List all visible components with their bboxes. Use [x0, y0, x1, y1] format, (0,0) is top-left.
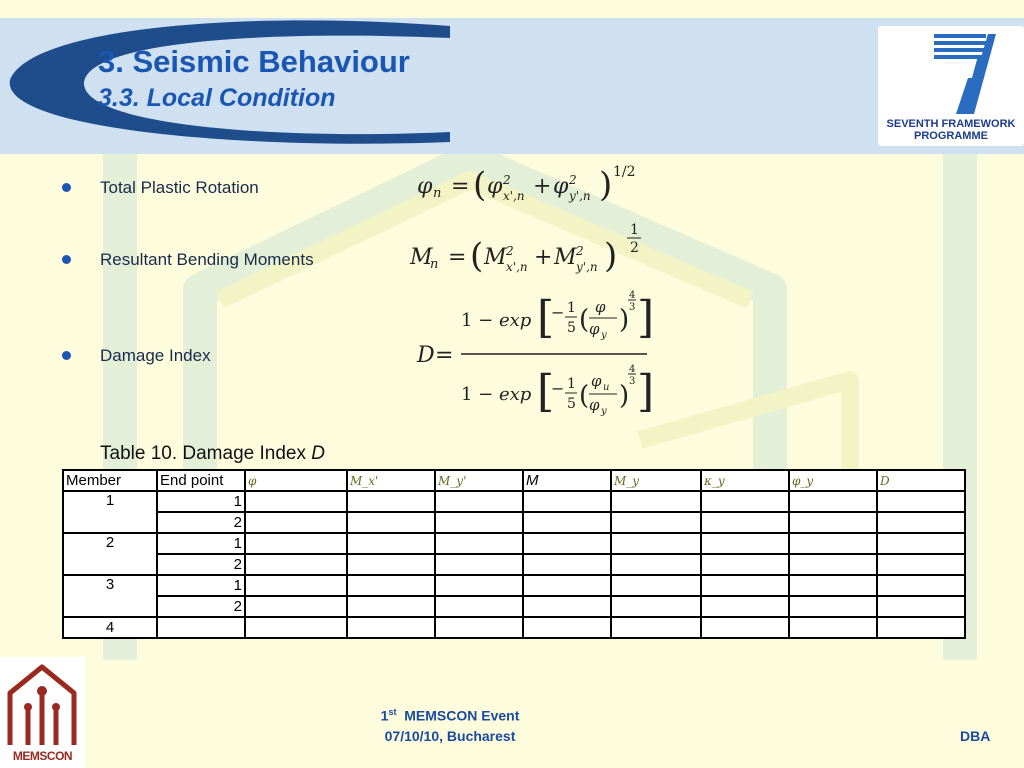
svg-text:(: ( — [473, 165, 487, 205]
svg-text:]: ] — [637, 366, 655, 417]
cell-end-point: 1 — [157, 533, 245, 554]
cell-member: 4 — [63, 617, 157, 638]
cell-member: 3 — [63, 575, 157, 617]
fp7-seven-icon — [878, 26, 1024, 118]
svg-text:1 −: 1 − — [461, 310, 494, 331]
svg-text:n: n — [433, 186, 442, 201]
svg-text:4: 4 — [629, 364, 636, 375]
col-header-m-yield: M_y — [611, 470, 701, 491]
col-header-damage: D — [877, 470, 965, 491]
col-header-my: M_y' — [435, 470, 523, 491]
svg-text:(: ( — [470, 236, 484, 276]
cell-member: 1 — [63, 491, 157, 533]
bullet-dot-icon — [62, 351, 71, 360]
svg-text:y: y — [601, 406, 607, 417]
table-row — [63, 533, 965, 554]
memscon-wordmark: MEMSCON — [12, 749, 73, 763]
svg-text:φ: φ — [595, 298, 606, 316]
formula-damage-index — [415, 284, 660, 429]
col-header-end-point: End point — [157, 470, 245, 491]
svg-text:1: 1 — [630, 222, 639, 238]
svg-text:2: 2 — [503, 173, 511, 187]
svg-text:[: [ — [537, 366, 555, 417]
formula-bending-moments — [408, 218, 658, 282]
svg-text:=: = — [435, 343, 454, 368]
svg-text:[: [ — [537, 292, 555, 343]
table-caption-symbol: D — [311, 443, 325, 464]
svg-text:2: 2 — [569, 173, 577, 187]
cell-end-point: 1 — [157, 491, 245, 512]
svg-text:1/2: 1/2 — [613, 164, 636, 180]
footer-date-place: 07/10/10, Bucharest — [384, 728, 516, 744]
col-header-phi: φ — [245, 470, 347, 491]
svg-text:5: 5 — [567, 320, 576, 336]
cell-end-point — [157, 617, 245, 638]
svg-text:): ) — [619, 381, 630, 411]
bullet-label: Damage Index — [100, 346, 211, 365]
bullet-label: Total Plastic Rotation — [100, 178, 259, 197]
slide-title: 3. Seismic Behaviour — [98, 44, 410, 79]
svg-text:φ: φ — [589, 396, 600, 414]
svg-text:1 −: 1 − — [461, 384, 494, 405]
cell-end-point: 2 — [157, 596, 245, 617]
svg-text:(: ( — [579, 305, 590, 335]
bullet-dot-icon — [62, 183, 71, 192]
svg-text:φ: φ — [417, 174, 433, 199]
svg-text:M: M — [410, 245, 433, 270]
svg-text:3: 3 — [629, 376, 636, 387]
footer-event-num: 1 — [380, 707, 389, 724]
table-caption-text: Table 10. Damage Index — [100, 443, 306, 464]
svg-text:u: u — [603, 382, 610, 393]
cell-end-point: 2 — [157, 554, 245, 575]
svg-text:): ) — [604, 236, 618, 276]
formula-plastic-rotation — [415, 160, 655, 210]
memscon-logo — [0, 657, 85, 768]
slide-subtitle: 3.3. Local Condition — [98, 84, 336, 112]
fp7-line1: SEVENTH FRAMEWORK — [886, 118, 1016, 130]
table-caption — [100, 443, 325, 465]
svg-text:−: − — [551, 303, 565, 322]
cell-end-point: 1 — [157, 575, 245, 596]
svg-text:M: M — [484, 245, 507, 270]
svg-text:=: = — [451, 174, 470, 199]
footer-event-sup: st — [388, 707, 397, 717]
table-row — [63, 491, 965, 512]
col-header-member: Member — [63, 470, 157, 491]
bullet-label: Resultant Bending Moments — [100, 250, 314, 269]
svg-text:]: ] — [637, 292, 655, 343]
svg-text:y',n: y',n — [576, 260, 598, 274]
svg-text:φ: φ — [553, 174, 569, 199]
footer-right: DBA — [960, 728, 991, 744]
svg-text:4: 4 — [629, 290, 636, 301]
table-row — [63, 554, 965, 575]
svg-text:−: − — [551, 379, 565, 398]
svg-text:2: 2 — [576, 244, 584, 258]
col-header-phi-yield: φ_y — [789, 470, 877, 491]
svg-text:2: 2 — [630, 240, 639, 256]
svg-text:=: = — [448, 245, 467, 270]
svg-text:exp: exp — [499, 310, 532, 331]
table-row — [63, 617, 965, 638]
fp7-line2: PROGRAMME — [914, 130, 988, 142]
svg-text:1: 1 — [567, 300, 576, 316]
cell-end-point: 2 — [157, 512, 245, 533]
col-header-m: M — [523, 470, 611, 491]
svg-text:): ) — [619, 305, 630, 335]
svg-text:n: n — [430, 257, 439, 272]
svg-text:3: 3 — [629, 302, 636, 313]
svg-text:+: + — [533, 174, 552, 199]
damage-index-table — [62, 469, 966, 639]
table-header-row — [63, 470, 965, 491]
table-row — [63, 575, 965, 596]
cell-member: 2 — [63, 533, 157, 575]
svg-text:exp: exp — [499, 384, 532, 405]
svg-text:5: 5 — [567, 396, 576, 412]
svg-text:φ: φ — [487, 174, 503, 199]
footer-event-name: MEMSCON Event — [404, 707, 520, 724]
col-header-kappa-yield: κ_y — [701, 470, 789, 491]
svg-text:(: ( — [579, 381, 590, 411]
svg-text:D: D — [417, 343, 435, 368]
memscon-building-icon — [0, 657, 85, 749]
svg-text:x',n: x',n — [506, 260, 528, 274]
svg-text:φ: φ — [589, 320, 600, 338]
svg-text:M: M — [554, 245, 577, 270]
footer-event — [330, 707, 570, 724]
col-header-mx: M_x' — [347, 470, 435, 491]
svg-text:φ: φ — [591, 372, 602, 390]
fp7-logo — [878, 26, 1024, 146]
svg-text:x',n: x',n — [503, 189, 525, 203]
table-row — [63, 512, 965, 533]
svg-text:+: + — [534, 245, 553, 270]
svg-text:y: y — [601, 330, 607, 341]
table-row — [63, 596, 965, 617]
svg-text:y',n: y',n — [569, 189, 591, 203]
bullet-dot-icon — [62, 255, 71, 264]
svg-text:2: 2 — [506, 244, 514, 258]
svg-text:): ) — [599, 165, 613, 205]
svg-text:1: 1 — [567, 376, 576, 392]
